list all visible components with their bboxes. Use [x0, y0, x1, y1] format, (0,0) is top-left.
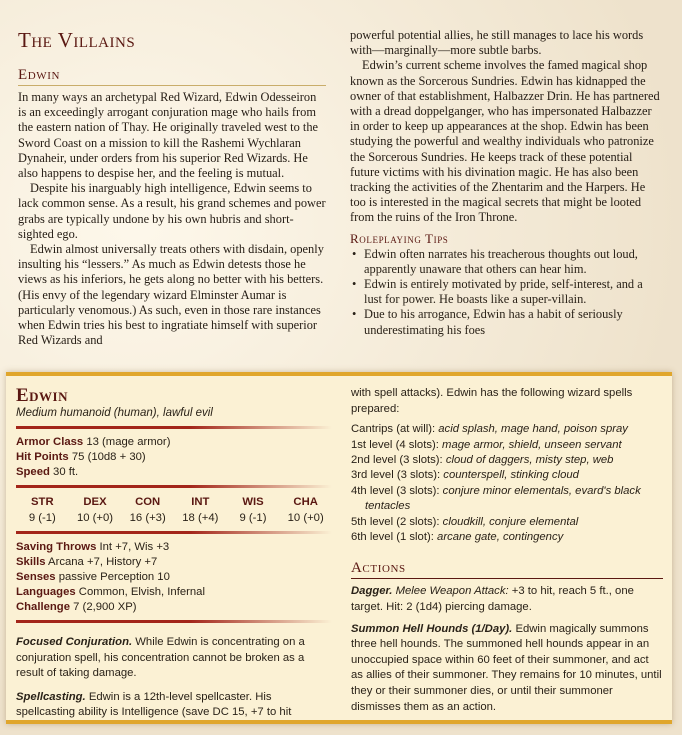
left-body [18, 90, 326, 348]
challenge: Challenge 7 (2,900 XP) [16, 601, 137, 613]
ability-wis: WIS 9 (-1) [239, 496, 267, 524]
spellcasting-continued: with spell attacks). Edwin has the following wizard spells prepared: [351, 387, 633, 415]
divider [16, 485, 332, 488]
ability-dex: DEX 10 (+0) [76, 496, 114, 524]
character-heading: Edwin [18, 66, 326, 86]
ability-cha: CHA 10 (+0) [287, 496, 324, 524]
trait-focused-conjuration: Focused Conjuration. While Edwin is concentrating on a conjuration spell, his concentration cannot be broken as a result of taking damage. [16, 636, 305, 680]
right-body [350, 28, 662, 226]
divider [16, 620, 332, 623]
paragraph: In many ways an archetypal Red Wizard, Edwin Odesseiron is an exceedingly arrogant conjuration mage who hails from the eastern nation of Thay. He originally traveled west to the Sword Coast on a mission to kill the Rashemi Wychlaran Dynaheir, under orders from his superior Red Wizards. He also happens to despise her, and the feeling is mutual. [18, 90, 319, 181]
list-item: • Edwin is entirely motivated by pride, self-interest, and a lust for power. He boasts like a super-villain. [350, 277, 662, 307]
spell-row: Cantrips (at will): acid splash, mage hand, poison spray [351, 423, 628, 436]
hit-points: Hit Points 75 (10d8 + 30) [16, 451, 146, 463]
spell-row: 6th level (1 slot): arcane gate, contingency [351, 531, 564, 544]
senses: Senses passive Perception 10 [16, 571, 170, 583]
creature-name: Edwin [16, 385, 69, 406]
ability-scores [16, 494, 332, 526]
stat-block-left [16, 386, 332, 721]
left-column [18, 28, 326, 348]
section-title: The Villains [18, 28, 136, 52]
paragraph: Edwin almost universally treats others with disdain, openly insulting his “lessers.” As much as Edwin detests those he views as his inferiors, he gets along no better with his betters. (His envy of the legendary wizard Elminster Aumar is particularly venomous.) As such, even in those rare instances when Edwin tries his best to ingratiate himself with superior Red Wizards and [18, 242, 324, 348]
spell-row: 1st level (4 slots): mage armor, shield, unseen servant [351, 438, 622, 451]
action-summon-hell-hounds: Summon Hell Hounds (1/Day). Edwin magically summons three hell hounds. The summoned hell hounds appear in an unoccupied space within 60 feet of their summoner, and act as allies of their summoner. They remains for 10 minutes, until they or their summoner dies, or until their summoner dismisses them as an action. [351, 622, 662, 713]
actions-heading: Actions [351, 559, 663, 579]
saving-throws: Saving Throws Int +7, Wis +3 [16, 541, 170, 553]
speed: Speed 30 ft. [16, 466, 79, 478]
ability-con: CON 16 (+3) [129, 496, 166, 524]
paragraph: powerful potential allies, he still manages to lace his words with—marginally—more subtle barbs. [350, 28, 644, 58]
ability-str: STR 9 (-1) [28, 496, 56, 524]
ability-int: INT 18 (+4) [182, 496, 219, 524]
list-item: • Edwin often narrates his treacherous thoughts out loud, apparently unaware that others can hear him. [350, 247, 662, 277]
skills: Skills Arcana +7, History +7 [16, 556, 158, 568]
creature-type: Medium humanoid (human), lawful evil [16, 407, 213, 419]
right-column [350, 28, 662, 338]
spell-list [351, 422, 663, 545]
divider [16, 426, 332, 429]
divider [16, 531, 332, 534]
trait-spellcasting: Spellcasting. Edwin is a 12th-level spellcaster. His spellcasting ability is Intelligence (save DC 15, +7 to hit [16, 690, 292, 719]
spell-row: 2nd level (3 slots): cloud of daggers, misty step, web [351, 454, 614, 466]
armor-class: Armor Class 13 (mage armor) [16, 436, 171, 448]
paragraph: Edwin’s current scheme involves the famed magical shop known as the Sorcerous Sundries. Edwin has kidnapped the owner of that establishment, Halbazzer Drin. He has partnered with a dread doppelganger, who has impersonated Halbazzer in order to keep up appearances at the shop. Edwin has been studying the powerful and wealthy individuals who patronize the Sorcerous Sundries. He keeps track of these potential future victims with his divination magic. He has also been tracking the activities of the Zhentarim and the Harpers. He too is interested in the magical secrets that might be looted from the ruins of the Iron Throne. [350, 58, 660, 225]
languages: Languages Common, Elvish, Infernal [16, 586, 205, 598]
action-dagger: Dagger. Melee Weapon Attack: +3 to hit, reach 5 ft., one target. Hit: 2 (1d4) piercing damage. [351, 585, 634, 614]
spell-row: 5th level (2 slots): cloudkill, conjure elemental [351, 515, 579, 528]
paragraph: Despite his inarguably high intelligence, Edwin seems to lack common sense. As a result, his grand schemes and power grabs are typically undone by his own hubris and short-sighted ego. [18, 181, 326, 241]
spell-row: 4th level (3 slots): conjure minor elementals, evard's black tentacles [351, 484, 641, 513]
stat-block [6, 372, 672, 724]
stat-block-right [351, 386, 663, 715]
roleplaying-tips-list [350, 247, 662, 338]
roleplaying-heading: Roleplaying Tips [350, 230, 449, 246]
spell-row: 3rd level (3 slots): counterspell, stinking cloud [351, 469, 579, 482]
list-item: • Due to his arrogance, Edwin has a habit of seriously underestimating his foes [350, 307, 662, 337]
